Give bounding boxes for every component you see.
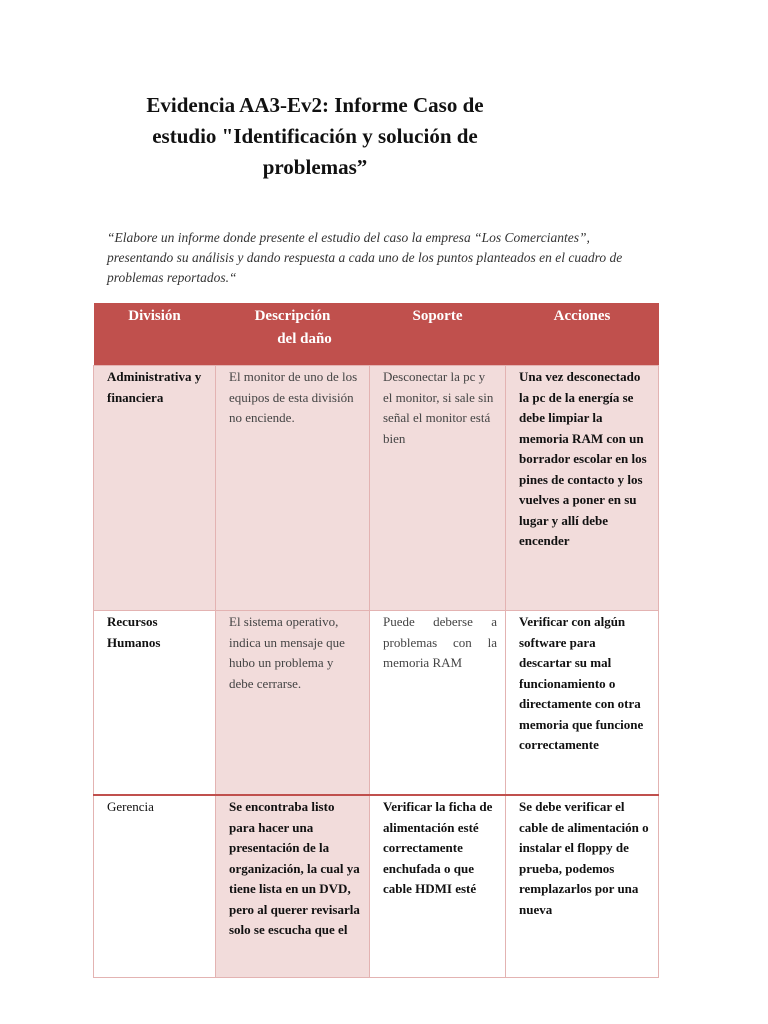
cell-descripcion: El sistema operativo, indica un mensaje que hubo un problema y debe cerrarse.	[216, 611, 370, 796]
cell-soporte: Verificar la ficha de alimentación esté correctamente enchufada o que cable HDMI esté	[370, 795, 506, 978]
cell-soporte: Puede deberse a problemas con la memoria RAM	[370, 611, 506, 796]
document-title	[105, 90, 525, 183]
cell-soporte: Desconectar la pc y el monitor, si sale sin señal el monitor está bien	[370, 366, 506, 611]
title-line-2: estudio "Identificación y solución de	[152, 124, 478, 148]
table-row	[94, 795, 659, 978]
problems-table	[93, 303, 659, 978]
intro-quote: “Elabore un informe donde presente el estudio del caso la empresa “Los Comerciantes”, presentando su análisis y dando respuesta a cada uno de los puntos planteados en el cuadro de problemas reportados.“	[107, 230, 623, 285]
header-acciones: Acciones	[506, 303, 659, 366]
cell-acciones: Se debe verificar el cable de alimentación o instalar el floppy de prueba, podemos remplazarlos por una nueva	[506, 795, 659, 978]
cell-descripcion: Se encontraba listo para hacer una presentación de la organización, la cual ya tiene lista en un DVD, pero al querer revisarla solo se escucha que el	[216, 795, 370, 978]
header-descripcion-line1: Descripción	[254, 308, 331, 324]
header-descripcion-line2: del daño	[277, 331, 332, 347]
table-row	[94, 366, 659, 611]
cell-descripcion: El monitor de uno de los equipos de esta división no enciende.	[216, 366, 370, 611]
cell-acciones: Verificar con algún software para descartar su mal funcionamiento o directamente con otra memoria que funcione correctamente	[506, 611, 659, 796]
table-row	[94, 611, 659, 796]
cell-division: Administrativa y financiera	[94, 366, 216, 611]
cell-acciones: Una vez desconectado la pc de la energía se debe limpiar la memoria RAM con un borrador escolar en los pines de contacto y los vuelves a poner en su lugar y allí debe encender	[506, 366, 659, 611]
title-line-1: Evidencia AA3-Ev2: Informe Caso de	[146, 93, 484, 117]
table-header-row	[94, 303, 659, 366]
header-soporte: Soporte	[370, 303, 506, 366]
cell-division: Gerencia	[94, 795, 216, 978]
title-line-3: problemas”	[262, 155, 368, 179]
cell-division: Recursos Humanos	[94, 611, 216, 796]
header-descripcion	[216, 303, 370, 366]
header-division: División	[94, 303, 216, 366]
